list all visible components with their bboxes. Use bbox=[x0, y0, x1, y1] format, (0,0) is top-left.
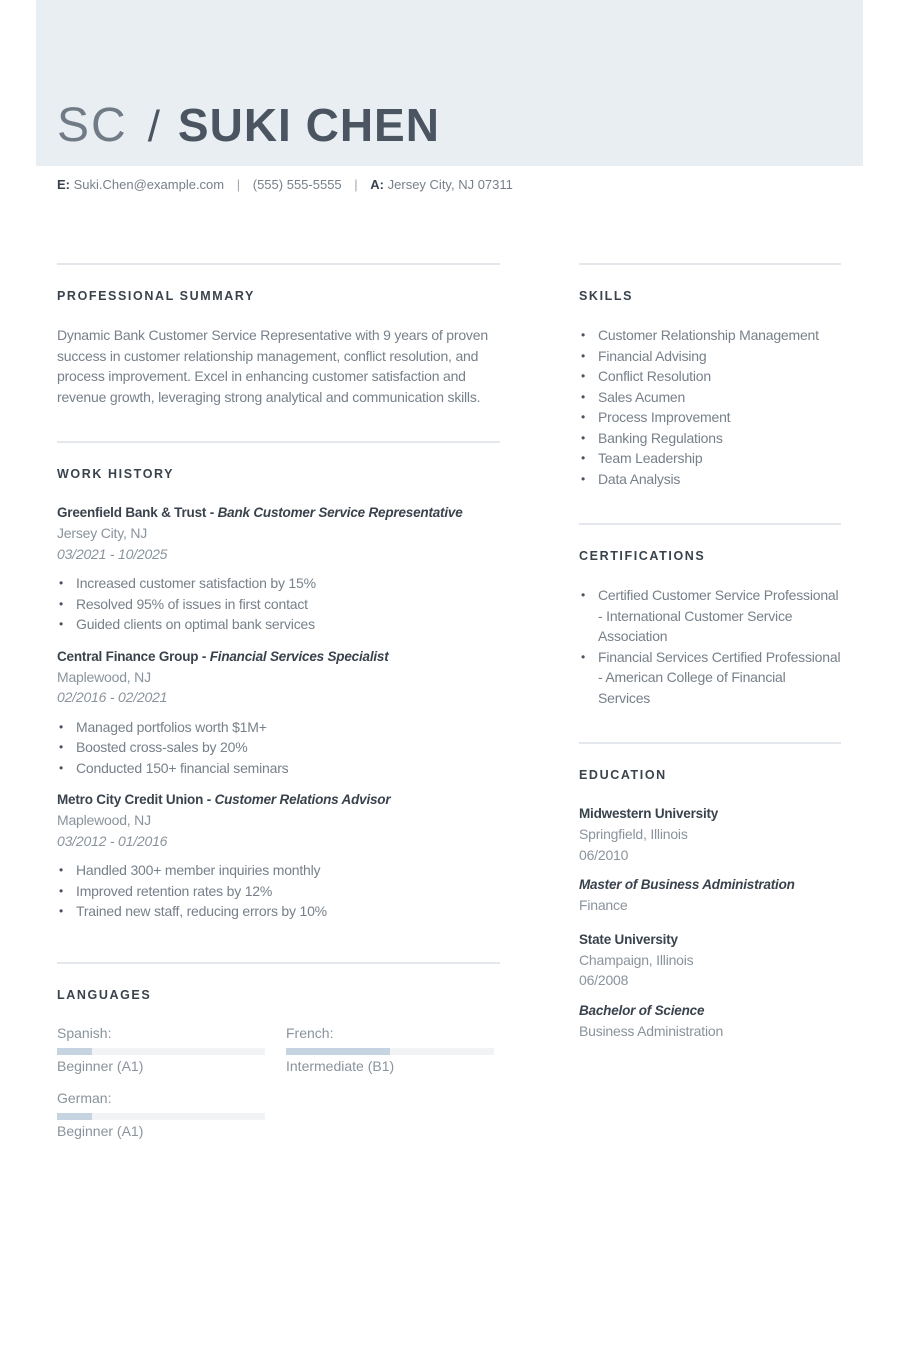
section-title: EDUCATION bbox=[579, 768, 667, 782]
job-dash: - bbox=[206, 505, 218, 520]
languages-grid bbox=[57, 1024, 500, 1140]
phone[interactable]: (555) 555-5555 bbox=[252, 177, 342, 192]
list-item: • Banking Regulations bbox=[579, 428, 841, 449]
name-row bbox=[57, 98, 440, 154]
initials: SC bbox=[57, 99, 128, 152]
list-item: • Conducted 150+ financial seminars bbox=[57, 758, 500, 779]
job-dates: 03/2021 - 10/2025 bbox=[57, 545, 168, 562]
job-heading bbox=[57, 647, 500, 667]
language-bar-fill bbox=[57, 1113, 92, 1120]
degree-entry bbox=[579, 1001, 841, 1042]
job-dash: - bbox=[198, 648, 210, 664]
list-item: • Financial Services Certified Professional - American College of Financial Services bbox=[579, 647, 841, 709]
job-location: Jersey City, NJ bbox=[57, 525, 148, 541]
email[interactable]: Suki.Chen@example.com bbox=[73, 177, 225, 192]
section-title: LANGUAGES bbox=[57, 987, 152, 1002]
skills-list bbox=[579, 325, 841, 489]
list-item: • Trained new staff, reducing errors by 10% bbox=[57, 901, 500, 922]
section-rule bbox=[57, 962, 500, 964]
address-label: A: bbox=[370, 177, 385, 192]
job-heading bbox=[57, 790, 500, 810]
list-item: • Increased customer satisfaction by 15% bbox=[57, 573, 500, 594]
list-item: • Conflict Resolution bbox=[579, 366, 841, 387]
degree-field: Finance bbox=[579, 897, 628, 913]
list-item: • Handled 300+ member inquiries monthly bbox=[57, 860, 500, 881]
language-item bbox=[57, 1089, 265, 1140]
job-entry bbox=[57, 647, 500, 779]
section-title: SKILLS bbox=[579, 289, 634, 303]
language-name: Spanish: bbox=[57, 1024, 112, 1041]
language-bar-fill bbox=[286, 1048, 390, 1055]
list-item: • Data Analysis bbox=[579, 469, 841, 490]
section-rule bbox=[57, 441, 500, 443]
job-company: Greenfield Bank & Trust bbox=[57, 505, 207, 520]
degree-field: Business Administration bbox=[579, 1022, 724, 1039]
section-title: WORK HISTORY bbox=[57, 467, 175, 481]
list-item: • Guided clients on optimal bank services bbox=[57, 614, 500, 635]
job-bullets bbox=[57, 860, 500, 922]
job-location: Maplewood, NJ bbox=[57, 812, 151, 828]
education-entry bbox=[579, 804, 841, 865]
section-title: PROFESSIONAL SUMMARY bbox=[57, 289, 255, 303]
language-level: Intermediate (B1) bbox=[286, 1057, 395, 1074]
email-label: E: bbox=[57, 177, 70, 192]
job-role: Bank Customer Service Representative bbox=[217, 505, 463, 520]
summary-section bbox=[57, 263, 500, 407]
job-role: Financial Services Specialist bbox=[209, 648, 389, 664]
skills-section bbox=[579, 263, 841, 489]
contact-separator: | bbox=[354, 177, 358, 192]
school-location: Springfield, Illinois bbox=[579, 826, 688, 842]
summary-text: Dynamic Bank Customer Service Representative with 9 years of proven success in customer relationship management, conflict resolution, and process improvement. Excel in enhancing customer satisfaction and revenue growth, leveraging strong analytical and communication skills. bbox=[57, 327, 488, 405]
language-level: Beginner (A1) bbox=[57, 1057, 144, 1074]
education-entry bbox=[579, 930, 841, 991]
job-bullets bbox=[57, 717, 500, 779]
language-item bbox=[57, 1024, 265, 1075]
section-rule bbox=[579, 263, 841, 265]
contact-line bbox=[57, 177, 513, 192]
language-level: Beginner (A1) bbox=[57, 1122, 144, 1139]
language-name: German: bbox=[57, 1089, 112, 1106]
job-entry bbox=[57, 503, 500, 635]
job-dates: 02/2016 - 02/2021 bbox=[57, 689, 168, 705]
job-company: Metro City Credit Union bbox=[57, 792, 204, 807]
certifications-list bbox=[579, 585, 841, 708]
job-heading bbox=[57, 503, 500, 523]
list-item: • Team Leadership bbox=[579, 448, 841, 469]
language-bar bbox=[57, 1113, 265, 1120]
list-item: • Certified Customer Service Professional - International Customer Service Association bbox=[579, 585, 841, 647]
work-history-section bbox=[57, 441, 500, 922]
school-location: Champaign, Illinois bbox=[579, 951, 694, 968]
list-item: • Sales Acumen bbox=[579, 387, 841, 408]
list-item: • Financial Advising bbox=[579, 346, 841, 367]
section-rule bbox=[579, 742, 841, 744]
education-section bbox=[579, 742, 841, 1041]
job-company: Central Finance Group bbox=[57, 648, 199, 664]
job-location: Maplewood, NJ bbox=[57, 668, 151, 685]
job-role: Customer Relations Advisor bbox=[214, 792, 391, 807]
address: Jersey City, NJ 07311 bbox=[387, 177, 513, 192]
job-dash: - bbox=[203, 792, 215, 807]
section-rule bbox=[579, 523, 841, 525]
language-item bbox=[286, 1024, 494, 1075]
degree-name: Bachelor of Science bbox=[579, 1002, 705, 1018]
list-item: • Customer Relationship Management bbox=[579, 325, 841, 346]
language-bar bbox=[57, 1048, 265, 1055]
list-item: • Boosted cross-sales by 20% bbox=[57, 737, 500, 758]
name-divider: / bbox=[147, 102, 160, 151]
section-title: CERTIFICATIONS bbox=[579, 549, 706, 563]
language-name: French: bbox=[286, 1024, 334, 1041]
right-column bbox=[579, 263, 841, 1051]
job-bullets bbox=[57, 573, 500, 635]
job-dates: 03/2012 - 01/2016 bbox=[57, 832, 168, 849]
graduation-date: 06/2008 bbox=[579, 972, 629, 988]
list-item: • Managed portfolios worth $1M+ bbox=[57, 717, 500, 738]
school-name: Midwestern University bbox=[579, 806, 719, 821]
section-rule bbox=[57, 263, 500, 265]
degree-name: Master of Business Administration bbox=[579, 877, 795, 892]
list-item: • Process Improvement bbox=[579, 407, 841, 428]
list-item: • Improved retention rates by 12% bbox=[57, 881, 500, 902]
certifications-section bbox=[579, 523, 841, 708]
school-name: State University bbox=[579, 931, 678, 947]
full-name: SUKI CHEN bbox=[177, 99, 440, 151]
list-item: • Resolved 95% of issues in first contact bbox=[57, 594, 500, 615]
left-column bbox=[57, 263, 500, 1140]
job-entry bbox=[57, 790, 500, 922]
language-bar bbox=[286, 1048, 494, 1055]
graduation-date: 06/2010 bbox=[579, 846, 629, 863]
languages-section bbox=[57, 962, 500, 1140]
language-bar-fill bbox=[57, 1048, 92, 1055]
degree-entry bbox=[579, 875, 841, 916]
contact-separator: | bbox=[236, 177, 241, 192]
